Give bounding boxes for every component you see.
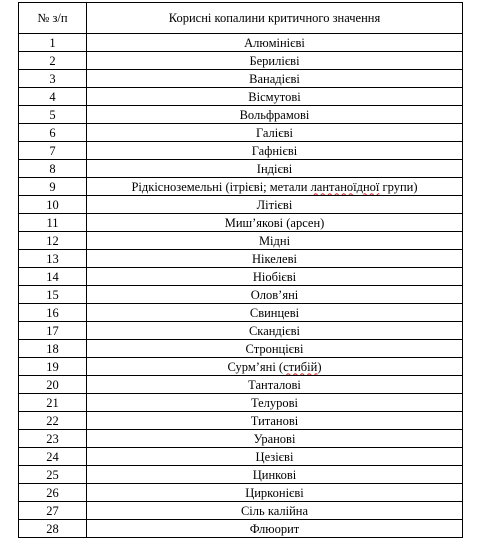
row-number: 23 bbox=[19, 430, 87, 448]
row-name: Ванадієві bbox=[87, 70, 463, 88]
table-row bbox=[19, 520, 463, 538]
row-name: Свинцеві bbox=[87, 304, 463, 322]
row-number: 9 bbox=[19, 178, 87, 196]
row-number: 14 bbox=[19, 268, 87, 286]
row-name: Скандієві bbox=[87, 322, 463, 340]
row-number: 6 bbox=[19, 124, 87, 142]
table-row bbox=[19, 286, 463, 304]
row-number: 13 bbox=[19, 250, 87, 268]
row-number: 28 bbox=[19, 520, 87, 538]
table-row bbox=[19, 88, 463, 106]
row-number: 1 bbox=[19, 34, 87, 52]
table-row bbox=[19, 142, 463, 160]
table-row bbox=[19, 178, 463, 196]
row-name-part: ) bbox=[317, 359, 322, 374]
row-number: 4 bbox=[19, 88, 87, 106]
table-row bbox=[19, 376, 463, 394]
table-row bbox=[19, 394, 463, 412]
table-row bbox=[19, 232, 463, 250]
row-number: 3 bbox=[19, 70, 87, 88]
row-number: 2 bbox=[19, 52, 87, 70]
spellcheck-flagged-word: стибій bbox=[283, 359, 318, 374]
row-number: 10 bbox=[19, 196, 87, 214]
row-name bbox=[87, 178, 463, 196]
row-name bbox=[87, 358, 463, 376]
row-name: Титанові bbox=[87, 412, 463, 430]
minerals-table bbox=[18, 2, 463, 538]
table-row bbox=[19, 160, 463, 178]
row-name: Вольфрамові bbox=[87, 106, 463, 124]
row-name: Індієві bbox=[87, 160, 463, 178]
row-name-part: Сурм’яні ( bbox=[227, 359, 284, 374]
row-name: Цезієві bbox=[87, 448, 463, 466]
row-name: Цирконієві bbox=[87, 484, 463, 502]
table-row bbox=[19, 196, 463, 214]
header-name: Корисні копалини критичного значення bbox=[87, 3, 463, 34]
row-name-part: групи) bbox=[379, 179, 418, 194]
table-row bbox=[19, 358, 463, 376]
row-name-part: Рідкісноземельні (ітрієві; метали bbox=[131, 179, 311, 194]
row-name: Флюорит bbox=[87, 520, 463, 538]
row-name: Алюмінієві bbox=[87, 34, 463, 52]
table-row bbox=[19, 124, 463, 142]
row-name: Стронцієві bbox=[87, 340, 463, 358]
row-number: 17 bbox=[19, 322, 87, 340]
header-number: № з/п bbox=[19, 3, 87, 34]
row-number: 22 bbox=[19, 412, 87, 430]
table-row bbox=[19, 214, 463, 232]
row-number: 11 bbox=[19, 214, 87, 232]
row-name: Олов’яні bbox=[87, 286, 463, 304]
row-name: Літієві bbox=[87, 196, 463, 214]
table-header-row bbox=[19, 3, 463, 34]
table-row bbox=[19, 448, 463, 466]
row-name: Сіль калійна bbox=[87, 502, 463, 520]
table-row bbox=[19, 340, 463, 358]
row-name: Цинкові bbox=[87, 466, 463, 484]
row-name: Мідні bbox=[87, 232, 463, 250]
table-row bbox=[19, 34, 463, 52]
row-number: 7 bbox=[19, 142, 87, 160]
row-number: 25 bbox=[19, 466, 87, 484]
row-name: Нікелеві bbox=[87, 250, 463, 268]
table-row bbox=[19, 70, 463, 88]
table-row bbox=[19, 322, 463, 340]
table-row bbox=[19, 250, 463, 268]
table-row bbox=[19, 268, 463, 286]
row-name: Танталові bbox=[87, 376, 463, 394]
row-number: 24 bbox=[19, 448, 87, 466]
row-number: 12 bbox=[19, 232, 87, 250]
table-row bbox=[19, 412, 463, 430]
row-name: Телурові bbox=[87, 394, 463, 412]
table-row bbox=[19, 502, 463, 520]
spellcheck-flagged-word: лантаноїдної bbox=[310, 179, 380, 194]
row-name: Берилієві bbox=[87, 52, 463, 70]
row-number: 21 bbox=[19, 394, 87, 412]
row-name: Вісмутові bbox=[87, 88, 463, 106]
table-row bbox=[19, 430, 463, 448]
row-number: 19 bbox=[19, 358, 87, 376]
row-name: Ніобієві bbox=[87, 268, 463, 286]
row-number: 20 bbox=[19, 376, 87, 394]
table-row bbox=[19, 484, 463, 502]
row-name: Галієві bbox=[87, 124, 463, 142]
row-number: 15 bbox=[19, 286, 87, 304]
row-number: 18 bbox=[19, 340, 87, 358]
row-number: 5 bbox=[19, 106, 87, 124]
row-name: Миш’якові (арсен) bbox=[87, 214, 463, 232]
row-number: 8 bbox=[19, 160, 87, 178]
row-number: 16 bbox=[19, 304, 87, 322]
table-row bbox=[19, 106, 463, 124]
row-name: Уранові bbox=[87, 430, 463, 448]
row-number: 26 bbox=[19, 484, 87, 502]
table-row bbox=[19, 466, 463, 484]
row-number: 27 bbox=[19, 502, 87, 520]
row-name: Гафнієві bbox=[87, 142, 463, 160]
table-row bbox=[19, 52, 463, 70]
table-row bbox=[19, 304, 463, 322]
